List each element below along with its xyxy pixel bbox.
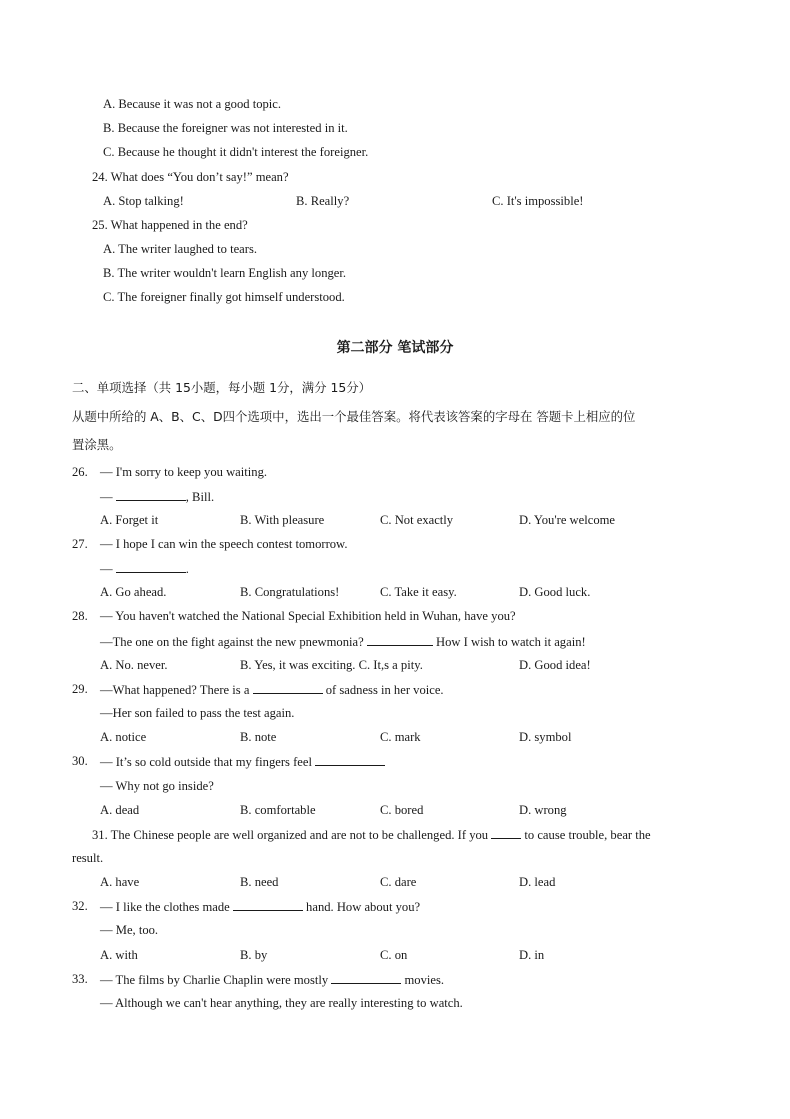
q23-option-b: B. Because the foreigner was not interested in it. [103, 121, 348, 135]
q28-line1: — You haven't watched the National Special Exhibition held in Wuhan, have you? [100, 609, 516, 623]
q32-option-b: B. by [240, 948, 268, 962]
q29-option-d: D. symbol [519, 730, 572, 744]
q29-option-a: A. notice [100, 730, 147, 744]
q31-option-a: A. have [100, 875, 140, 889]
q28-line2 [100, 633, 586, 650]
q31-line1-post: to cause trouble, bear the [521, 828, 651, 842]
q29-option-c: C. mark [380, 730, 421, 744]
q31-answer-blank [491, 826, 521, 839]
q32-number: 32. [72, 899, 88, 913]
q31-line1 [92, 826, 651, 843]
q25-option-a: A. The writer laughed to tears. [103, 242, 257, 256]
q32-option-c: C. on [380, 948, 408, 962]
q32-line1-post: hand. How about you? [302, 900, 421, 914]
q33-answer-blank [331, 971, 401, 984]
q28-option-a: A. No. never. [100, 658, 168, 672]
q32-option-d: D. in [519, 948, 545, 962]
q26-line1: — I'm sorry to keep you waiting. [100, 465, 268, 479]
q33-line1-post: movies. [401, 973, 445, 987]
q30-option-a: A. dead [100, 803, 140, 817]
q28-option-b-c: B. Yes, it was exciting. C. It,s a pity. [240, 658, 423, 672]
q26-line2 [100, 488, 214, 505]
q25-option-b: B. The writer wouldn't learn English any longer. [103, 266, 347, 280]
q27-answer-blank [116, 560, 186, 573]
q24-option-b: B. Really? [296, 194, 350, 208]
q30-line1 [100, 753, 385, 770]
q24-option-c: C. It's impossible! [492, 194, 584, 208]
q26-line2-pre: — [100, 490, 116, 504]
q29-line1 [100, 681, 444, 698]
q30-line2: — Why not go inside? [100, 779, 214, 793]
section-instruction-line1: 从题中所给的 A、B、C、D四个选项中，选出一个最佳答案。将代表该答案的字母在 答题卡上相应的位 [72, 409, 636, 424]
q30-option-c: C. bored [380, 803, 424, 817]
q29-line1-pre: —What happened? There is a [100, 683, 253, 697]
part-title: 第二部分 笔试部分 [336, 340, 454, 356]
q30-number: 30. [72, 754, 88, 768]
q33-line1 [100, 971, 444, 988]
q31-line2: result. [72, 851, 104, 865]
q30-answer-blank [315, 753, 385, 766]
q33-line1-pre: — The films by Charlie Chaplin were mostly [100, 973, 332, 987]
q25-option-c: C. The foreigner finally got himself understood. [103, 290, 345, 304]
q26-option-d: D. You're welcome [519, 513, 616, 527]
q26-line2-post: , Bill. [185, 490, 215, 504]
q27-number: 27. [72, 537, 88, 551]
q24-stem: 24. What does “You don’t say!” mean? [92, 170, 289, 184]
q31-line1-pre: 31. The Chinese people are well organized and are not to be challenged. If you [92, 828, 492, 842]
q28-number: 28. [72, 609, 88, 623]
q26-option-a: A. Forget it [100, 513, 159, 527]
q32-answer-blank [233, 898, 303, 911]
q31-option-c: C. dare [380, 875, 417, 889]
q26-answer-blank [116, 488, 186, 501]
q30-option-b: B. comfortable [240, 803, 316, 817]
q30-option-d: D. wrong [519, 803, 567, 817]
q31-option-d: D. lead [519, 875, 556, 889]
q28-option-d: D. Good idea! [519, 658, 591, 672]
q31-option-b: B. need [240, 875, 279, 889]
q27-line2-post: . [185, 562, 189, 576]
q27-line2 [100, 560, 189, 577]
q29-option-b: B. note [240, 730, 277, 744]
q27-option-a: A. Go ahead. [100, 585, 167, 599]
q26-option-c: C. Not exactly [380, 513, 454, 527]
q24-option-a: A. Stop talking! [103, 194, 184, 208]
q27-line1: — I hope I can win the speech contest tomorrow. [100, 537, 348, 551]
q23-option-c: C. Because he thought it didn't interest the foreigner. [103, 145, 369, 159]
q27-option-d: D. Good luck. [519, 585, 591, 599]
q23-option-a: A. Because it was not a good topic. [103, 97, 282, 111]
q29-line1-post: of sadness in her voice. [322, 683, 444, 697]
q32-line1 [100, 898, 420, 915]
q27-option-b: B. Congratulations! [240, 585, 340, 599]
q30-line1-pre: — It’s so cold outside that my fingers feel [100, 755, 316, 769]
q33-number: 33. [72, 972, 88, 986]
q26-option-b: B. With pleasure [240, 513, 325, 527]
q27-line2-pre: — [100, 562, 116, 576]
q29-line2: —Her son failed to pass the test again. [100, 706, 295, 720]
q33-line2: — Although we can't hear anything, they are really interesting to watch. [100, 996, 463, 1010]
q25-stem: 25. What happened in the end? [92, 218, 248, 232]
section-instruction-line2: 置涂黑。 [72, 437, 122, 452]
q32-line2: — Me, too. [100, 923, 159, 937]
section-title: 二、单项选择（共 15小题，每小题 1分，满分 15分） [72, 380, 372, 395]
q32-option-a: A. with [100, 948, 138, 962]
q32-line1-pre: — I like the clothes made [100, 900, 233, 914]
q29-number: 29. [72, 682, 88, 696]
q29-answer-blank [253, 681, 323, 694]
q27-option-c: C. Take it easy. [380, 585, 457, 599]
q26-number: 26. [72, 465, 88, 479]
q28-line2-post: How I wish to watch it again! [432, 635, 586, 649]
q28-line2-pre: —The one on the fight against the new pnewmonia? [100, 635, 367, 649]
q28-answer-blank [367, 633, 433, 646]
